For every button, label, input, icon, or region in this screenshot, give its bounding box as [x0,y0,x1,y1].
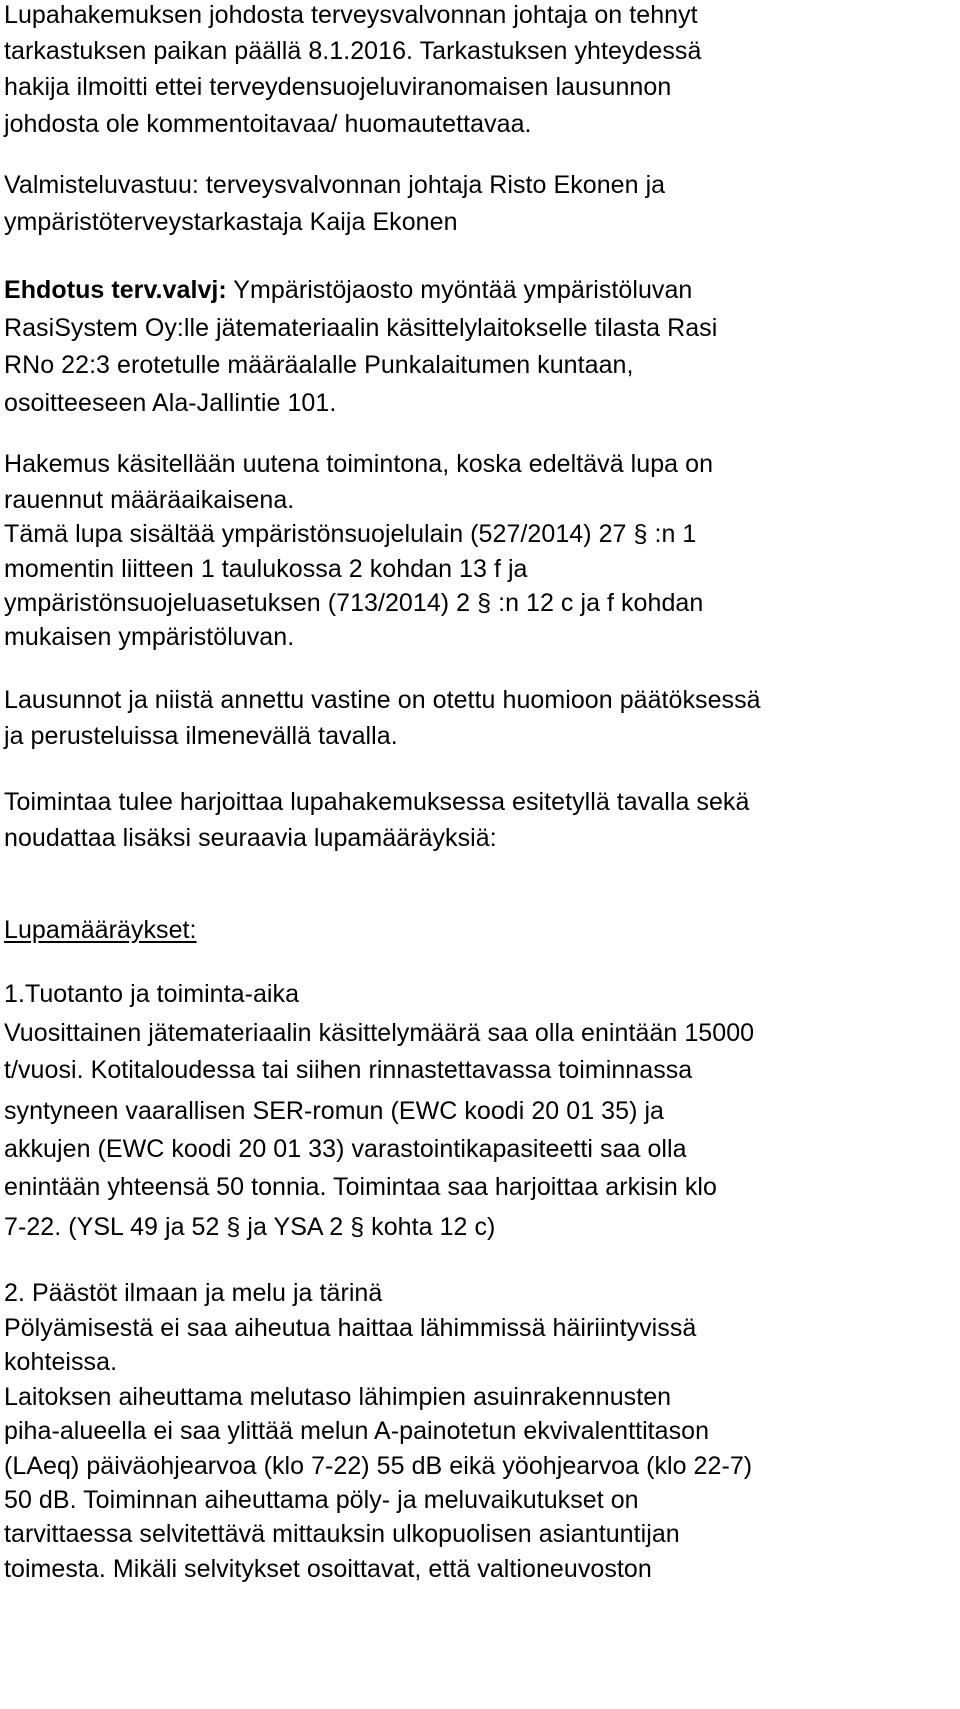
operation-line: Toimintaa tulee harjoittaa lupahakemuksessa esitetyllä tavalla sekä [4,788,750,816]
section2-line: piha-alueella ei saa ylittää melun A-painotetun ekvivalenttitason [4,1417,710,1445]
responsibility-line: Valmisteluvastuu: terveysvalvonnan johtaja Risto Ekonen ja [4,171,666,199]
section1-line: t/vuosi. Kotitaloudessa tai siihen rinnastettavassa toiminnassa [4,1056,693,1084]
section1-line: Vuosittainen jätemateriaalin käsittelymäärä saa olla enintään 15000 [4,1019,755,1047]
section2-line: tarvittaessa selvitettävä mittauksin ulkopuolisen asiantuntijan [4,1520,680,1548]
application-line: ympäristönsuojeluasetuksen (713/2014) 2 § :n 12 c ja f kohdan [4,589,704,617]
intro-line: hakija ilmoitti ettei terveydensuojeluviranomaisen lausunnon [4,73,672,101]
section1-line: syntyneen vaarallisen SER-romun (EWC koodi 20 01 35) ja [4,1097,665,1125]
section2-heading: 2. Päästöt ilmaan ja melu ja tärinä [4,1279,383,1307]
statements-line: ja perusteluissa ilmenevällä tavalla. [4,722,398,750]
section2-line: kohteissa. [4,1348,118,1376]
proposal-line: RNo 22:3 erotetulle määräalalle Punkalaitumen kuntaan, [4,351,634,379]
section2-line: Laitoksen aiheuttama melutaso lähimpien asuinrakennusten [4,1383,672,1411]
statements-line: Lausunnot ja niistä annettu vastine on otettu huomioon päätöksessä [4,686,761,714]
proposal-line [4,272,692,308]
section2-line: (LAeq) päiväohjearvoa (klo 7-22) 55 dB eikä yöohjearvoa (klo 22-7) [4,1452,753,1480]
application-line: rauennut määräaikaisena. [4,486,295,514]
section2-line: toimesta. Mikäli selvitykset osoittavat, että valtioneuvoston [4,1555,652,1583]
section1-line: 7-22. (YSL 49 ja 52 § ja YSA 2 § kohta 12 c) [4,1213,496,1241]
section2-line: Pölyämisestä ei saa aiheutua haittaa lähimmissä häiriintyvissä [4,1314,697,1342]
section2-line: 50 dB. Toiminnan aiheuttama pöly- ja meluvaikutukset on [4,1486,639,1514]
proposal-text: Ympäristöjaosto myöntää ympäristöluvan [226,276,693,304]
application-line: mukaisen ympäristöluvan. [4,623,295,651]
intro-line: johdosta ole kommentoitavaa/ huomautettavaa. [4,110,532,138]
proposal-line: RasiSystem Oy:lle jätemateriaalin käsittelylaitokselle tilasta Rasi [4,314,718,342]
application-line: Hakemus käsitellään uutena toimintona, koska edeltävä lupa on [4,450,714,478]
responsibility-line: ympäristöterveystarkastaja Kaija Ekonen [4,208,458,236]
proposal-line: osoitteeseen Ala-Jallintie 101. [4,389,337,417]
proposal-label: Ehdotus terv.valvj: [4,276,227,304]
intro-line: tarkastuksen paikan päällä 8.1.2016. Tarkastuksen yhteydessä [4,37,702,65]
application-line: Tämä lupa sisältää ympäristönsuojelulain (527/2014) 27 § :n 1 [4,520,697,548]
application-line: momentin liitteen 1 taulukossa 2 kohdan 13 f ja [4,555,528,583]
section1-line: akkujen (EWC koodi 20 01 33) varastointikapasiteetti saa olla [4,1135,687,1163]
intro-line: Lupahakemuksen johdosta terveysvalvonnan johtaja on tehnyt [4,1,698,29]
operation-line: noudattaa lisäksi seuraavia lupamääräyksiä: [4,824,497,852]
section1-line: enintään yhteensä 50 tonnia. Toimintaa saa harjoittaa arkisin klo [4,1173,717,1201]
section1-heading: 1.Tuotanto ja toiminta-aika [4,980,300,1008]
conditions-heading: Lupamääräykset: [4,916,197,944]
